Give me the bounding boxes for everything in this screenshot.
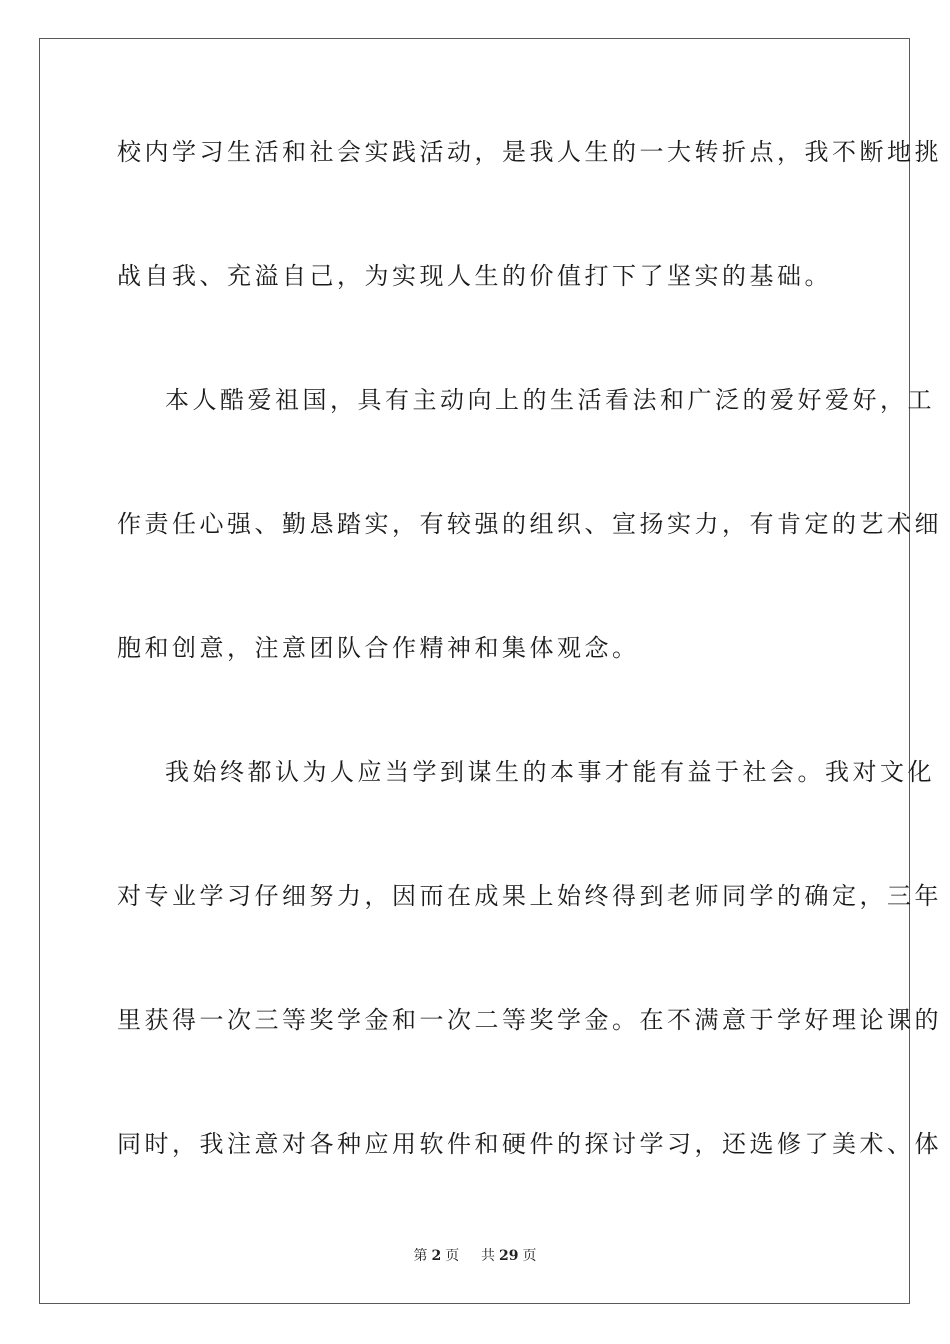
total-prefix: 共	[481, 1248, 496, 1264]
total-pages: 29	[499, 1248, 519, 1264]
page-suffix: 页	[445, 1248, 460, 1264]
text-line: 校内学习生活和社会实践活动，是我人生的一大转折点，我不断地挑	[117, 138, 942, 166]
total-suffix: 页	[522, 1248, 537, 1264]
page-prefix: 第	[413, 1248, 428, 1264]
text-line: 对专业学习仔细努力，因而在成果上始终得到老师同学的确定，三年	[117, 882, 942, 910]
text-line: 我始终都认为人应当学到谋生的本事才能有益于社会。我对文化	[165, 758, 935, 786]
page-number: 2	[431, 1248, 442, 1264]
text-line: 同时，我注意对各种应用软件和硬件的探讨学习，还选修了美术、体	[117, 1130, 942, 1158]
text-line: 本人酷爱祖国，具有主动向上的生活看法和广泛的爱好爱好，工	[165, 386, 935, 414]
text-line: 战自我、充溢自己，为实现人生的价值打下了坚实的基础。	[117, 262, 832, 290]
page-footer	[0, 1247, 950, 1265]
text-line: 胞和创意，注意团队合作精神和集体观念。	[117, 634, 640, 662]
page-border	[39, 38, 942, 1304]
text-line: 作责任心强、勤恳踏实，有较强的组织、宣扬实力，有肯定的艺术细	[117, 510, 942, 538]
text-line: 里获得一次三等奖学金和一次二等奖学金。在不满意于学好理论课的	[117, 1006, 942, 1034]
